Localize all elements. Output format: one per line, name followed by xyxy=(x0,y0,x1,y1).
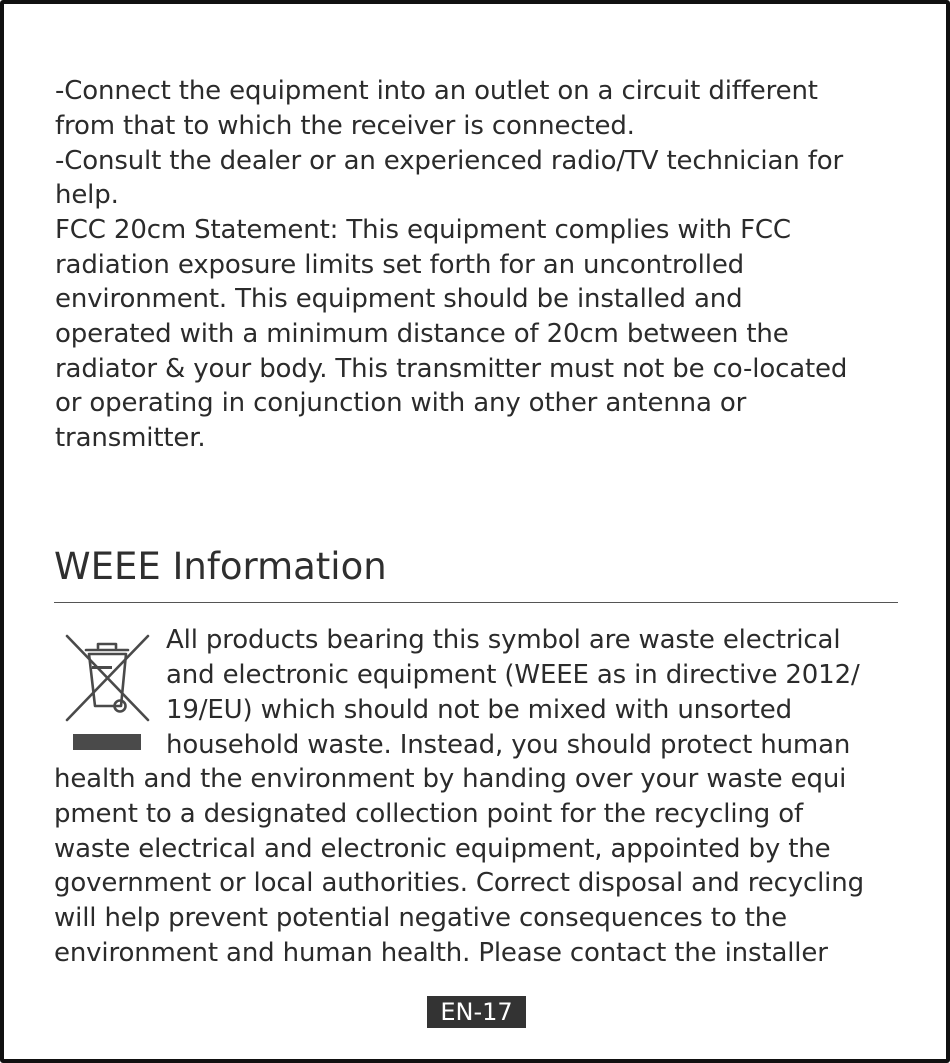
weee-line: pment to a designated collection point for the recycling of xyxy=(54,799,803,829)
fcc-line: environment. This equipment should be installed and xyxy=(55,284,743,314)
weee-line: and electronic equipment (WEEE as in directive 2012/ xyxy=(166,660,860,690)
weee-line: government or local authorities. Correct disposal and recycling xyxy=(54,868,864,898)
fcc-line: from that to which the receiver is connected. xyxy=(55,111,635,141)
weee-line: health and the environment by handing over your waste equi xyxy=(54,764,847,794)
fcc-line: -Connect the equipment into an outlet on a circuit different xyxy=(55,76,818,106)
fcc-line: FCC 20cm Statement: This equipment complies with FCC xyxy=(55,215,791,245)
fcc-line: -Consult the dealer or an experienced radio/TV technician for xyxy=(55,146,843,176)
weee-line: environment and human health. Please contact the installer xyxy=(54,938,828,968)
fcc-line: radiation exposure limits set forth for an uncontrolled xyxy=(55,250,745,280)
weee-line: All products bearing this symbol are waste electrical xyxy=(166,625,841,655)
weee-heading: WEEE Information xyxy=(54,545,387,588)
weee-line: 19/EU) which should not be mixed with unsorted xyxy=(166,695,792,725)
fcc-line: transmitter. xyxy=(55,423,206,453)
fcc-line: radiator & your body. This transmitter must not be co-located xyxy=(55,354,848,384)
fcc-line: operated with a minimum distance of 20cm between the xyxy=(55,319,789,349)
fcc-line: or operating in conjunction with any other antenna or xyxy=(55,388,747,418)
weee-line: will help prevent potential negative consequences to the xyxy=(54,903,787,933)
heading-divider xyxy=(54,602,898,603)
weee-line: household waste. Instead, you should protect human xyxy=(166,730,851,760)
fcc-line: help. xyxy=(55,180,119,210)
crossed-out-wheeled-bin-icon xyxy=(62,632,154,756)
page-number-badge: EN-17 xyxy=(427,996,526,1028)
weee-line: waste electrical and electronic equipment, appointed by the xyxy=(54,834,831,864)
